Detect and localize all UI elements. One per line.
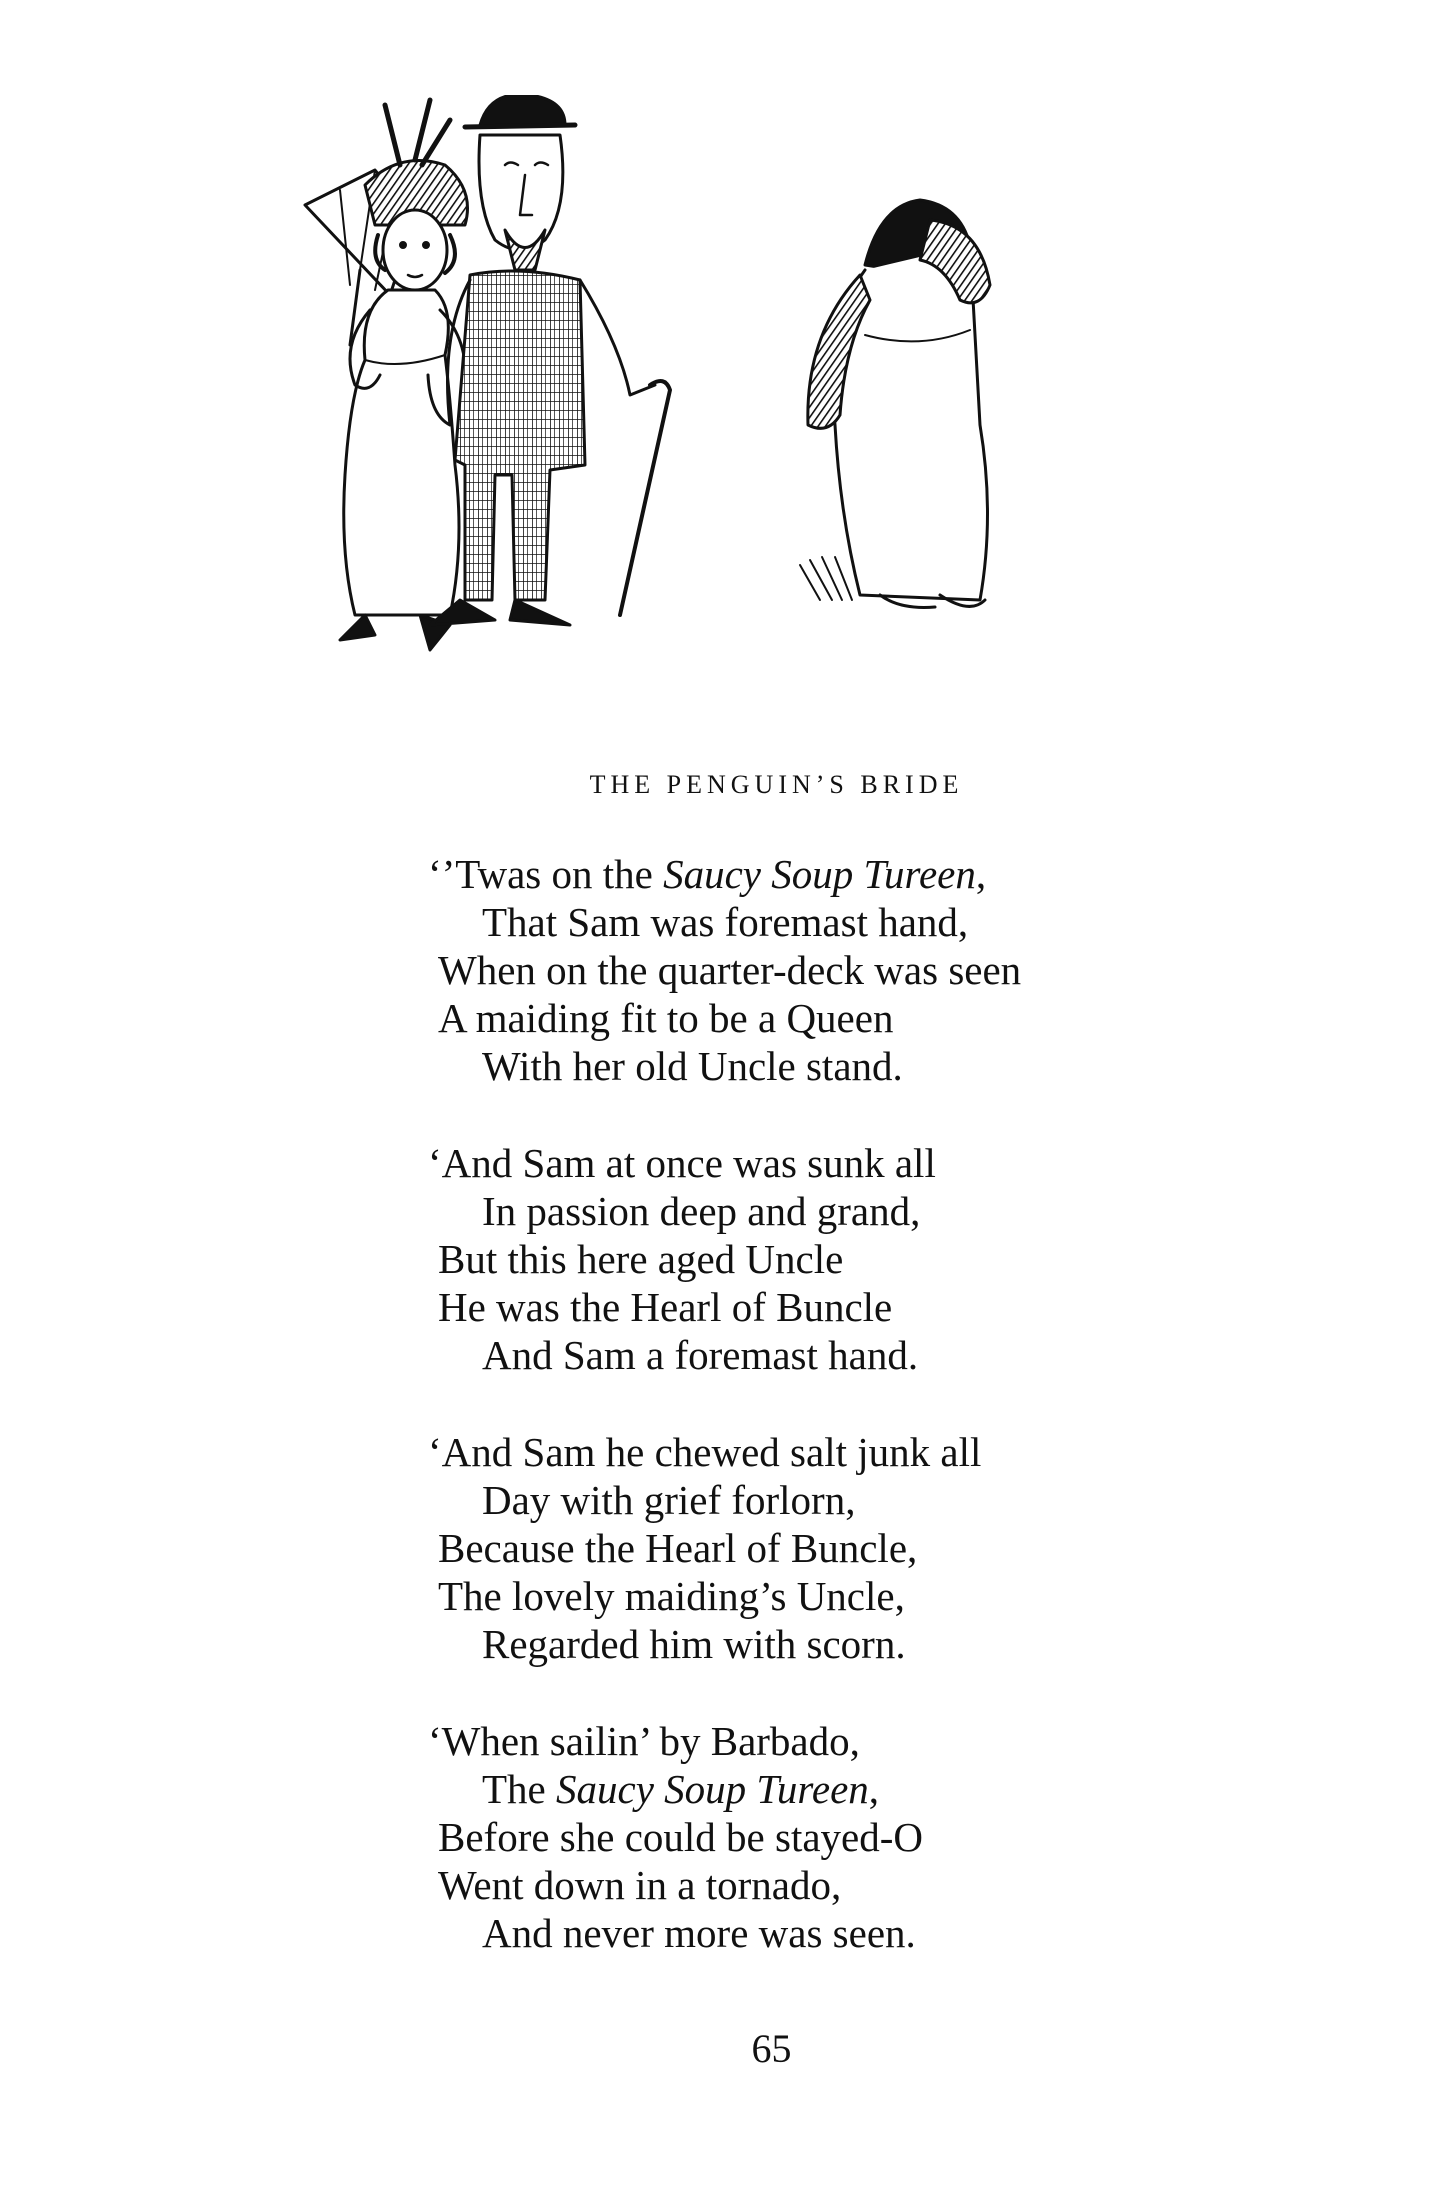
poem-line: [438, 1042, 1198, 1090]
line-text: Before she could be stayed-O: [438, 1814, 923, 1860]
stanza: [428, 850, 1198, 1090]
poem-line: [438, 1765, 1198, 1813]
line-text: That Sam was foremast hand,: [482, 899, 969, 945]
illustration: [280, 95, 1200, 755]
line-text: Went down in a tornado,: [438, 1862, 842, 1908]
poem-line: [438, 1620, 1198, 1668]
stanza: [428, 1717, 1198, 1957]
poem-line: [438, 1861, 1198, 1909]
line-text: ‘When sailin’ by Barbado,: [428, 1718, 860, 1764]
poem-line: [438, 1476, 1198, 1524]
poem-line: [428, 1428, 1198, 1476]
poem-line: [438, 1572, 1198, 1620]
ship-name-italic: Saucy Soup Tureen: [556, 1766, 869, 1812]
poem-line: [428, 1717, 1198, 1765]
line-text: And Sam a foremast hand.: [482, 1332, 919, 1378]
poem-line: [438, 1235, 1198, 1283]
poem-line: [438, 1813, 1198, 1861]
lady-figure: [305, 100, 468, 650]
stanza: [428, 1139, 1198, 1379]
line-text: ‘And Sam at once was sunk all: [428, 1140, 936, 1186]
page-number: 65: [751, 2026, 792, 2071]
line-text: With her old Uncle stand.: [482, 1043, 903, 1089]
line-text: And never more was seen.: [482, 1910, 916, 1956]
poem-line: [438, 898, 1198, 946]
line-text: In passion deep and grand,: [482, 1188, 921, 1234]
line-text: A maiding fit to be a Queen: [438, 995, 894, 1041]
line-text: Because the Hearl of Buncle,: [438, 1525, 918, 1571]
poem-line: [438, 1331, 1198, 1379]
line-text: The: [482, 1766, 556, 1812]
poem-line: [428, 1139, 1198, 1187]
penguin-figure: [800, 200, 990, 608]
poem-body: [428, 850, 1198, 2006]
poem-line: [438, 1283, 1198, 1331]
poem-title: THE PENGUIN’S BRIDE: [589, 770, 964, 799]
line-text: He was the Hearl of Buncle: [438, 1284, 893, 1330]
ship-name-italic: Saucy Soup Tureen: [663, 851, 976, 897]
poem-line: [438, 1524, 1198, 1572]
poem-line: [438, 1909, 1198, 1957]
poem-line: [428, 850, 1198, 898]
line-text: Regarded him with scorn.: [482, 1621, 906, 1667]
poem-line: [438, 1187, 1198, 1235]
line-text: But this here aged Uncle: [438, 1236, 844, 1282]
poem-line: [438, 946, 1198, 994]
line-text: ‘And Sam he chewed salt junk all: [428, 1429, 982, 1475]
line-text: Day with grief forlorn,: [482, 1477, 856, 1523]
line-text: When on the quarter-deck was seen: [438, 947, 1022, 993]
line-text: The lovely maiding’s Uncle,: [438, 1573, 905, 1619]
line-text: ,: [975, 851, 987, 897]
stanza: [428, 1428, 1198, 1668]
poem-line: [438, 994, 1198, 1042]
line-text: ,: [868, 1766, 880, 1812]
old-gentleman-figure: [428, 95, 670, 625]
line-text: ‘’Twas on the: [428, 851, 664, 897]
